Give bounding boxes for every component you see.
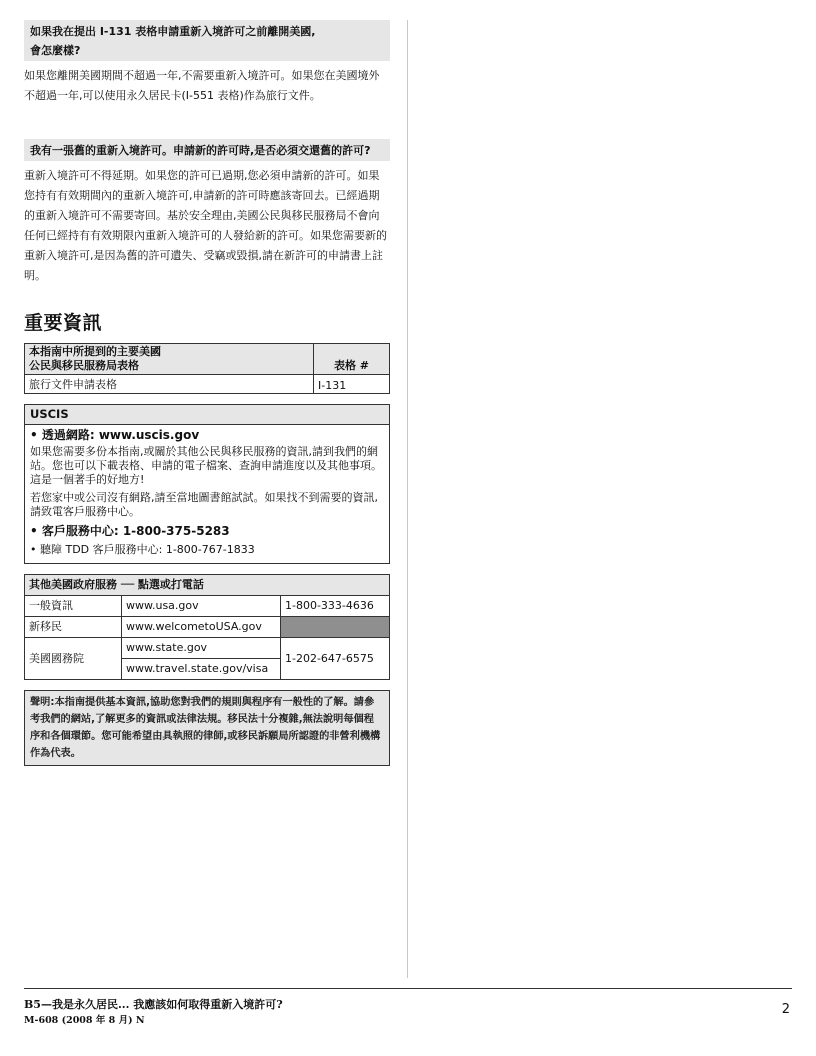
answer-paragraph: 重新入境許可不得延期。如果您的許可已過期,您必須申請新的許可。如果您持有有效期間內的重新入境許可,申請新的許可時應該寄回去。已經過期的重新入境許可不需要寄回。基於安全理由,美國公民與移民服務局不會向任何已經持有有效期限內重新入境許可的人發給新的許可。如果您需要新的重新入境許可,是因為舊的許可遺失、受竊或毀損,請在新許可的申請書上註明。: [24, 169, 387, 282]
forms-table: [24, 343, 390, 394]
gov-row-phone[interactable]: 1-800-333-4636: [281, 596, 390, 617]
page-number: 2: [781, 1002, 790, 1017]
gov-services-table: [24, 574, 390, 680]
gov-row-label: 美國國務院: [25, 638, 122, 680]
uscis-box-title: USCIS: [25, 405, 389, 425]
uscis-phone-label[interactable]: • 客戶服務中心: 1-800-375-5283: [30, 524, 230, 538]
forms-table-header-name: 本指南中所提到的主要美國 公民與移民服務局表格: [25, 344, 314, 375]
gov-row-url[interactable]: www.usa.gov: [122, 596, 281, 617]
gov-row-phone[interactable]: 1-202-647-6575: [281, 638, 390, 680]
answer-paragraph: 如果您離開美國期間不超過一年,不需要重新入境許可。如果您在美國境外不超過一年,可以使用永久居民卡(I-551 表格)作為旅行文件。: [24, 69, 380, 102]
important-info-heading: 重要資訊: [24, 312, 103, 334]
forms-table-cell: 旅行文件申請表格: [25, 375, 314, 394]
footer-form-number: M-608 (2008 年 8 月) N: [24, 1015, 145, 1026]
gov-row-url[interactable]: www.state.gov: [122, 638, 281, 659]
footer-title: B5—我是永久居民... 我應該如何取得重新入境許可?: [24, 998, 283, 1011]
uscis-no-internet-text: 若您家中或公司沒有網路,請至當地圖書館試試。如果找不到需要的資訊,請致電客戶服務中心。: [30, 491, 378, 518]
gov-row-label: 新移民: [25, 617, 122, 638]
column-divider: [407, 20, 408, 978]
uscis-box: [24, 404, 390, 564]
disclaimer-box: 聲明:本指南提供基本資訊,協助您對我們的規則與程序有一般性的了解。請參考我們的網站,了解更多的資訊或法律法規。移民法十分複雜,無法說明每個程序和各個環節。您可能希望由具執照的律師,或移民訴願局所認證的非營利機構作為代表。: [24, 690, 390, 766]
question-heading: 如果我在提出 I-131 表格申請重新入境許可之前離開美國, 會怎麼樣?: [24, 20, 390, 61]
uscis-tdd-label[interactable]: • 聽障 TDD 客戶服務中心: 1-800-767-1833: [30, 543, 255, 556]
forms-table-header-number: 表格 #: [314, 344, 390, 375]
question-heading: 我有一張舊的重新入境許可。申請新的許可時,是否必須交還舊的許可?: [24, 139, 390, 161]
uscis-web-label[interactable]: • 透過網路: www.uscis.gov: [30, 428, 200, 442]
uscis-web-text: 如果您需要多份本指南,或關於其他公民與移民服務的資訊,請到我們的網站。您也可以下載表格、申請的電子檔案、查詢申請進度以及其他事項。這是一個著手的好地方!: [30, 445, 382, 486]
gov-row-url[interactable]: www.travel.state.gov/visa: [122, 659, 281, 680]
gov-row-url[interactable]: www.welcometoUSA.gov: [122, 617, 281, 638]
gov-row-label: 一般資訊: [25, 596, 122, 617]
gov-row-empty: [281, 617, 390, 638]
forms-table-cell: I-131: [314, 375, 390, 394]
footer-rule: [24, 988, 792, 989]
gov-services-title: 其他美國政府服務 ── 點選或打電話: [25, 575, 390, 596]
left-column: [24, 20, 390, 766]
